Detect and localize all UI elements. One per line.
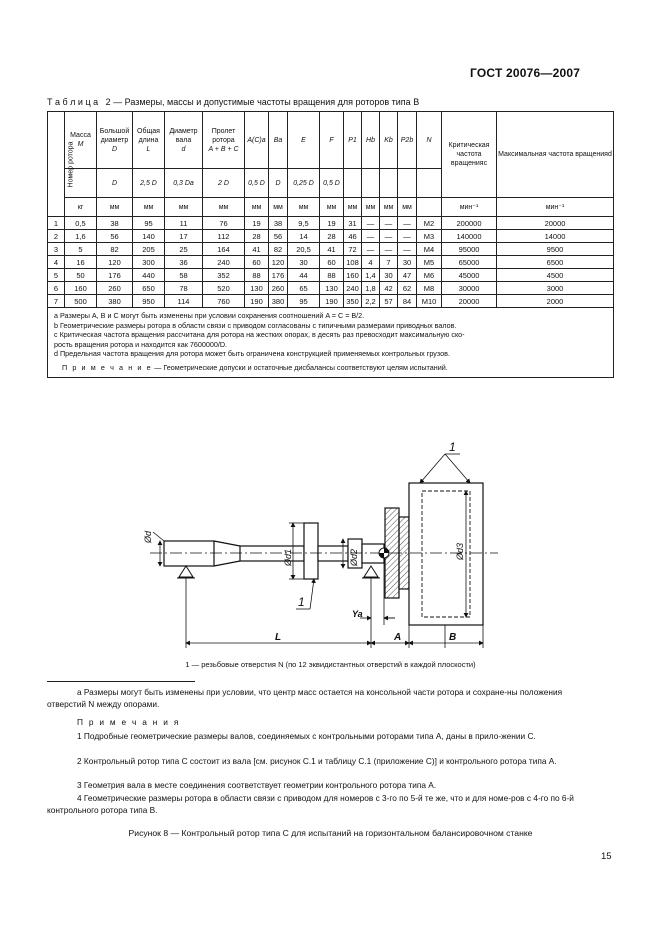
table-cell: 41: [320, 243, 344, 256]
table-cell: 28: [245, 230, 269, 243]
table-cell: 56: [97, 230, 133, 243]
shaft-right-section: [318, 546, 348, 561]
table-cell: 82: [269, 243, 288, 256]
table-cell: 62: [398, 282, 417, 295]
table-cell: 3: [48, 243, 65, 256]
table-cell: M4: [417, 243, 442, 256]
col-title: Критическая частота вращенияc: [448, 142, 490, 167]
table-cell: 176: [269, 269, 288, 282]
page-number: 15: [601, 851, 612, 862]
table-cell: 72: [344, 243, 362, 256]
note-item-4: 4 Геометрические размеры ротора в области связи с приводом для номеров с 3-го по 5-й те же, что и для номе-ров с 4-го по 6-й контрольного ротора типа В.: [47, 793, 574, 815]
table-cell: 60: [320, 256, 344, 269]
col-unit: мм: [269, 198, 288, 217]
table-cell: 5: [48, 269, 65, 282]
col-unit: мм: [398, 198, 417, 217]
col-symbol: A(C)a: [247, 136, 266, 144]
table-cell: 19: [320, 217, 344, 230]
notes-heading: П р и м е ч а н и я: [77, 717, 181, 727]
note-item-1: 1 Подробные геометрические размеры валов, соединяемых с контрольными роторами типа А, даны в прило-жении С.: [77, 731, 536, 741]
col-symbol: F: [329, 136, 334, 144]
col-unit: мин⁻¹: [497, 198, 614, 217]
table-cell: 130: [245, 282, 269, 295]
table-cell: —: [380, 243, 398, 256]
table-cell: 440: [133, 269, 165, 282]
col-title: Максимальная частота вращенияd: [498, 151, 612, 158]
table-cell: 76: [203, 217, 245, 230]
table-cell: 200000: [442, 217, 497, 230]
table-cell: 38: [97, 217, 133, 230]
table-cell: 82: [97, 243, 133, 256]
table-cell: 2,2: [362, 295, 380, 308]
label-one-top: 1: [449, 440, 456, 454]
table-cell: 50: [65, 269, 97, 282]
label-one-bottom: 1: [298, 595, 305, 609]
table-cell: 190: [245, 295, 269, 308]
table-cell: 2: [48, 230, 65, 243]
table-cell: 6500: [497, 256, 614, 269]
col-title: Общая длина: [137, 127, 160, 144]
table-cell: 25: [165, 243, 203, 256]
col-unit: мм: [165, 198, 203, 217]
label-d1: Ød1: [283, 548, 293, 566]
table-cell: —: [362, 230, 380, 243]
col-symbol: M: [77, 141, 84, 148]
table-cell: —: [380, 217, 398, 230]
table-cell: 56: [269, 230, 288, 243]
table-cell: 140000: [442, 230, 497, 243]
table-cell: 2000: [497, 295, 614, 308]
col-unit: мм: [203, 198, 245, 217]
label-Y: Ya: [352, 609, 363, 619]
table-cell: 46: [344, 230, 362, 243]
col-relation: 2 D: [203, 169, 245, 198]
col-title: Большой диаметр: [99, 127, 130, 144]
table-cell: 950: [133, 295, 165, 308]
col-unit: мм: [288, 198, 320, 217]
table-cell: 20000: [442, 295, 497, 308]
table-cell: 4: [362, 256, 380, 269]
col-symbol: P2b: [400, 136, 414, 144]
table-cell: 17: [165, 230, 203, 243]
table-cell: 1: [48, 217, 65, 230]
table-cell: 500: [65, 295, 97, 308]
table-cell: 120: [97, 256, 133, 269]
col-relation: D: [269, 169, 288, 198]
col-symbol: Hb: [366, 136, 375, 144]
table-caption-text: 2 — Размеры, массы и допустимые частоты вращения для роторов типа В: [105, 97, 420, 107]
footnote-divider: [47, 681, 195, 682]
table-cell: 130: [320, 282, 344, 295]
rotor-disk-outer: [409, 483, 483, 625]
table-cell: 58: [165, 269, 203, 282]
col-unit: мм: [344, 198, 362, 217]
table-cell: 60: [245, 256, 269, 269]
table-cell: 300: [133, 256, 165, 269]
label-B: B: [449, 632, 457, 643]
table-cell: 3000: [497, 282, 614, 295]
document-header: ГОСТ 20076—2007: [470, 66, 581, 80]
table-cell: —: [362, 243, 380, 256]
table-cell: 45000: [442, 269, 497, 282]
table-cell: 114: [165, 295, 203, 308]
table-note-prefix: П р и м е ч а н и е: [62, 362, 153, 372]
table-cell: 160: [65, 282, 97, 295]
table-cell: 95: [133, 217, 165, 230]
col-unit: мм: [133, 198, 165, 217]
col-symbol: d: [181, 145, 186, 153]
right-support-icon: [364, 566, 378, 577]
figure-caption: Рисунок 8 — Контрольный ротор типа С для испытаний на горизонтальном балансировочном станке: [128, 828, 533, 838]
table-cell: —: [398, 217, 417, 230]
table-cell: 164: [203, 243, 245, 256]
table-cell: 78: [165, 282, 203, 295]
col-unit: мм: [245, 198, 269, 217]
table-footnote-c: c Критическая частота вращения рассчитана для ротора на жестких опорах, в десять раз превосходит максимальную ско-: [54, 330, 465, 340]
table-cell: 28: [320, 230, 344, 243]
table-cell: 380: [97, 295, 133, 308]
table-cell: 30: [380, 269, 398, 282]
table-cell: 38: [269, 217, 288, 230]
table-cell: —: [362, 217, 380, 230]
table-cell: —: [398, 243, 417, 256]
table-cell: 65: [288, 282, 320, 295]
table-cell: 95000: [442, 243, 497, 256]
col-title: Масса: [70, 132, 91, 139]
table-cell: 42: [380, 282, 398, 295]
table-cell: —: [398, 230, 417, 243]
table-cell: M5: [417, 256, 442, 269]
table-cell: 160: [344, 269, 362, 282]
col-unit: мм: [97, 198, 133, 217]
col-relation: 0,25 D: [288, 169, 320, 198]
col-unit: кг: [65, 198, 97, 217]
col-relation: 0,3 Da: [165, 169, 203, 198]
table-cell: 350: [344, 295, 362, 308]
table-cell: 260: [269, 282, 288, 295]
table-cell: 9,5: [288, 217, 320, 230]
shaft-left-section: [164, 541, 214, 566]
table-cell: 30: [288, 256, 320, 269]
table-cell: 14000: [497, 230, 614, 243]
table-cell: 9500: [497, 243, 614, 256]
table-cell: 1,4: [362, 269, 380, 282]
table-cell: 44: [288, 269, 320, 282]
shaft-collar: [304, 523, 318, 579]
table-cell: 7: [380, 256, 398, 269]
table-cell: 205: [133, 243, 165, 256]
table-cell: 108: [344, 256, 362, 269]
table-cell: 16: [65, 256, 97, 269]
table-cell: 380: [269, 295, 288, 308]
table-cell: 30: [398, 256, 417, 269]
table-cell: 260: [97, 282, 133, 295]
table-cell: 6: [48, 282, 65, 295]
table-cell: 1,8: [362, 282, 380, 295]
label-L: L: [275, 632, 282, 643]
table-cell: 352: [203, 269, 245, 282]
table-cell: 0,5: [65, 217, 97, 230]
table-footnote-b: b Геометрические размеры ротора в области связи с приводом согласованы с типичными размерами приводных валов.: [54, 320, 457, 330]
table-cell: 88: [245, 269, 269, 282]
table-cell: 95: [288, 295, 320, 308]
table-cell: M10: [417, 295, 442, 308]
shaft-taper-top: [214, 541, 240, 546]
table-cell: 5: [65, 243, 97, 256]
col-unit: мм: [380, 198, 398, 217]
table-cell: 240: [344, 282, 362, 295]
shaft-taper-bottom: [214, 561, 240, 566]
col-title: Пролет ротора: [211, 127, 236, 144]
label-d2: Ød2: [349, 548, 359, 566]
table-cell: 520: [203, 282, 245, 295]
table-cell: 760: [203, 295, 245, 308]
col-symbol: N: [426, 136, 432, 144]
col-symbol: E: [301, 136, 306, 144]
table-cell: M6: [417, 269, 442, 282]
table-footnote-c-cont: рость вращения ротора и находится как 7600000/D.: [54, 339, 228, 349]
col-relation: D: [97, 169, 133, 198]
table-cell: 31: [344, 217, 362, 230]
table-cell: 7: [48, 295, 65, 308]
table-cell: 57: [380, 295, 398, 308]
left-support-icon: [179, 566, 193, 577]
table-cell: 650: [133, 282, 165, 295]
col-symbol: L: [146, 145, 151, 153]
col-symbol: Ba: [273, 136, 283, 144]
note-item-3: 3 Геометрия вала в месте соединения соответствует геометрии контрольного ротора типа А.: [77, 780, 437, 790]
label-d3: Ød3: [455, 542, 465, 560]
table-cell: 14: [288, 230, 320, 243]
table-cell: 19: [245, 217, 269, 230]
table-cell: 11: [165, 217, 203, 230]
col-symbol: A + B + C: [208, 145, 239, 153]
table-cell: —: [380, 230, 398, 243]
figure-legend: 1 — резьбовые отверстия N (по 12 эквидистантных отверстий в каждой плоскости): [185, 660, 476, 669]
note-item-2: 2 Контрольный ротор типа С состоит из вала [см. рисунок С.1 и таблицу С.1 (приложение С)] и контрольного ротора типа А.: [77, 756, 557, 766]
col-title: Диаметр вала: [169, 127, 198, 144]
col-relation: 2,5 D: [133, 169, 165, 198]
table-cell: 30000: [442, 282, 497, 295]
table-cell: 120: [269, 256, 288, 269]
table-cell: 112: [203, 230, 245, 243]
table-footnote-a: a Размеры A, B и C могут быть изменены при условии сохранения соотношений A = C = B/2.: [54, 311, 365, 320]
table-cell: M3: [417, 230, 442, 243]
table-cell: 4: [48, 256, 65, 269]
col-unit: мм: [362, 198, 380, 217]
table-cell: M8: [417, 282, 442, 295]
table-cell: 88: [320, 269, 344, 282]
table-cell: 65000: [442, 256, 497, 269]
table-cell: 41: [245, 243, 269, 256]
page-footnote: a Размеры могут быть изменены при условии, что центр масс остается на консольной части ротора и сохране-ны положения отверстий N между опорами.: [47, 687, 563, 709]
table-caption-prefix: Т а б л и ц а: [47, 97, 99, 107]
col-symbol: P1: [348, 136, 357, 144]
col-header-rotor-number: Номер ротора: [67, 141, 75, 187]
table-cell: 240: [203, 256, 245, 269]
shaft-mid-section: [240, 546, 304, 561]
table-footnote-d: d Предельная частота вращения для ротора может быть ограничена конструкцией применяемых контрольных грузов.: [54, 349, 450, 359]
table-note-text: — Геометрические допуски и остаточные дисбалансы соответствуют целям испытаний.: [152, 362, 448, 372]
table-cell: 84: [398, 295, 417, 308]
col-unit: мм: [320, 198, 344, 217]
col-symbol: Kb: [384, 136, 393, 144]
table-cell: 1,6: [65, 230, 97, 243]
table-cell: 20,5: [288, 243, 320, 256]
col-relation: 0,5 D: [320, 169, 344, 198]
table-cell: 36: [165, 256, 203, 269]
table-cell: 176: [97, 269, 133, 282]
label-A: A: [394, 632, 402, 643]
col-relation: 0,5 D: [245, 169, 269, 198]
table-cell: M2: [417, 217, 442, 230]
table-cell: 4500: [497, 269, 614, 282]
col-unit: мин⁻¹: [442, 198, 497, 217]
label-d-shaft: Ød: [143, 530, 153, 543]
table-cell: 20000: [497, 217, 614, 230]
table-cell: 140: [133, 230, 165, 243]
table-cell: 190: [320, 295, 344, 308]
col-symbol: D: [111, 145, 118, 153]
table-cell: 47: [398, 269, 417, 282]
